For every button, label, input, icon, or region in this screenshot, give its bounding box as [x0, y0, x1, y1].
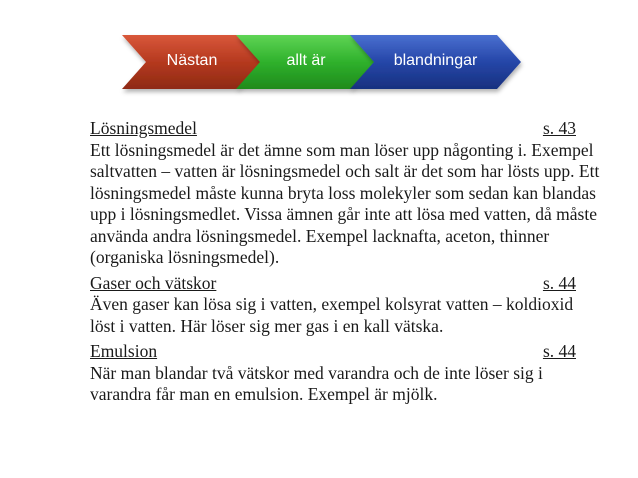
section-body: Även gaser kan lösa sig i vatten, exempel kolsyrat vatten – koldioxid löst i vatten. Här löser sig mer gas i en kall vätska.: [90, 294, 574, 336]
section-losningsmedel: [90, 118, 600, 269]
section-emulsion: [90, 341, 600, 406]
section-gaser-och-vatskor: [90, 273, 600, 338]
section-body: Ett lösningsmedel är det ämne som man löser upp någonting i. Exempel saltvatten – vatten är lösningsmedel och salt är det som har lösts upp. Ett lösningsmedel måste kunna bryta loss molekyler som sedan kan blandas upp i lösningsmedlet. Vissa ämnen går inte att lösa med vatten, då måste använda andra lösningsmedel. Exempel lacknafta, aceton, thinner (organiska lösningsmedel).: [90, 139, 600, 267]
section-heading-row: [90, 341, 600, 363]
chevron-label-3: blandningar: [393, 52, 478, 69]
section-heading-row: [90, 118, 600, 140]
slide-content: [90, 118, 600, 410]
section-heading: Lösningsmedel: [90, 118, 197, 138]
chevron-label-2: allt är: [286, 52, 326, 69]
section-heading-row: [90, 273, 600, 295]
page-reference: s. 44: [542, 341, 576, 361]
section-body: När man blandar två vätskor med varandra och de inte löser sig i varandra får man en emulsion. Exempel är mjölk.: [90, 362, 543, 404]
page-reference: s. 44: [542, 272, 576, 293]
section-heading: Emulsion: [90, 341, 158, 361]
chevron-label-1: Nästan: [166, 52, 218, 69]
section-heading: Gaser och vätskor: [90, 272, 217, 293]
page-reference: s. 43: [542, 118, 576, 138]
